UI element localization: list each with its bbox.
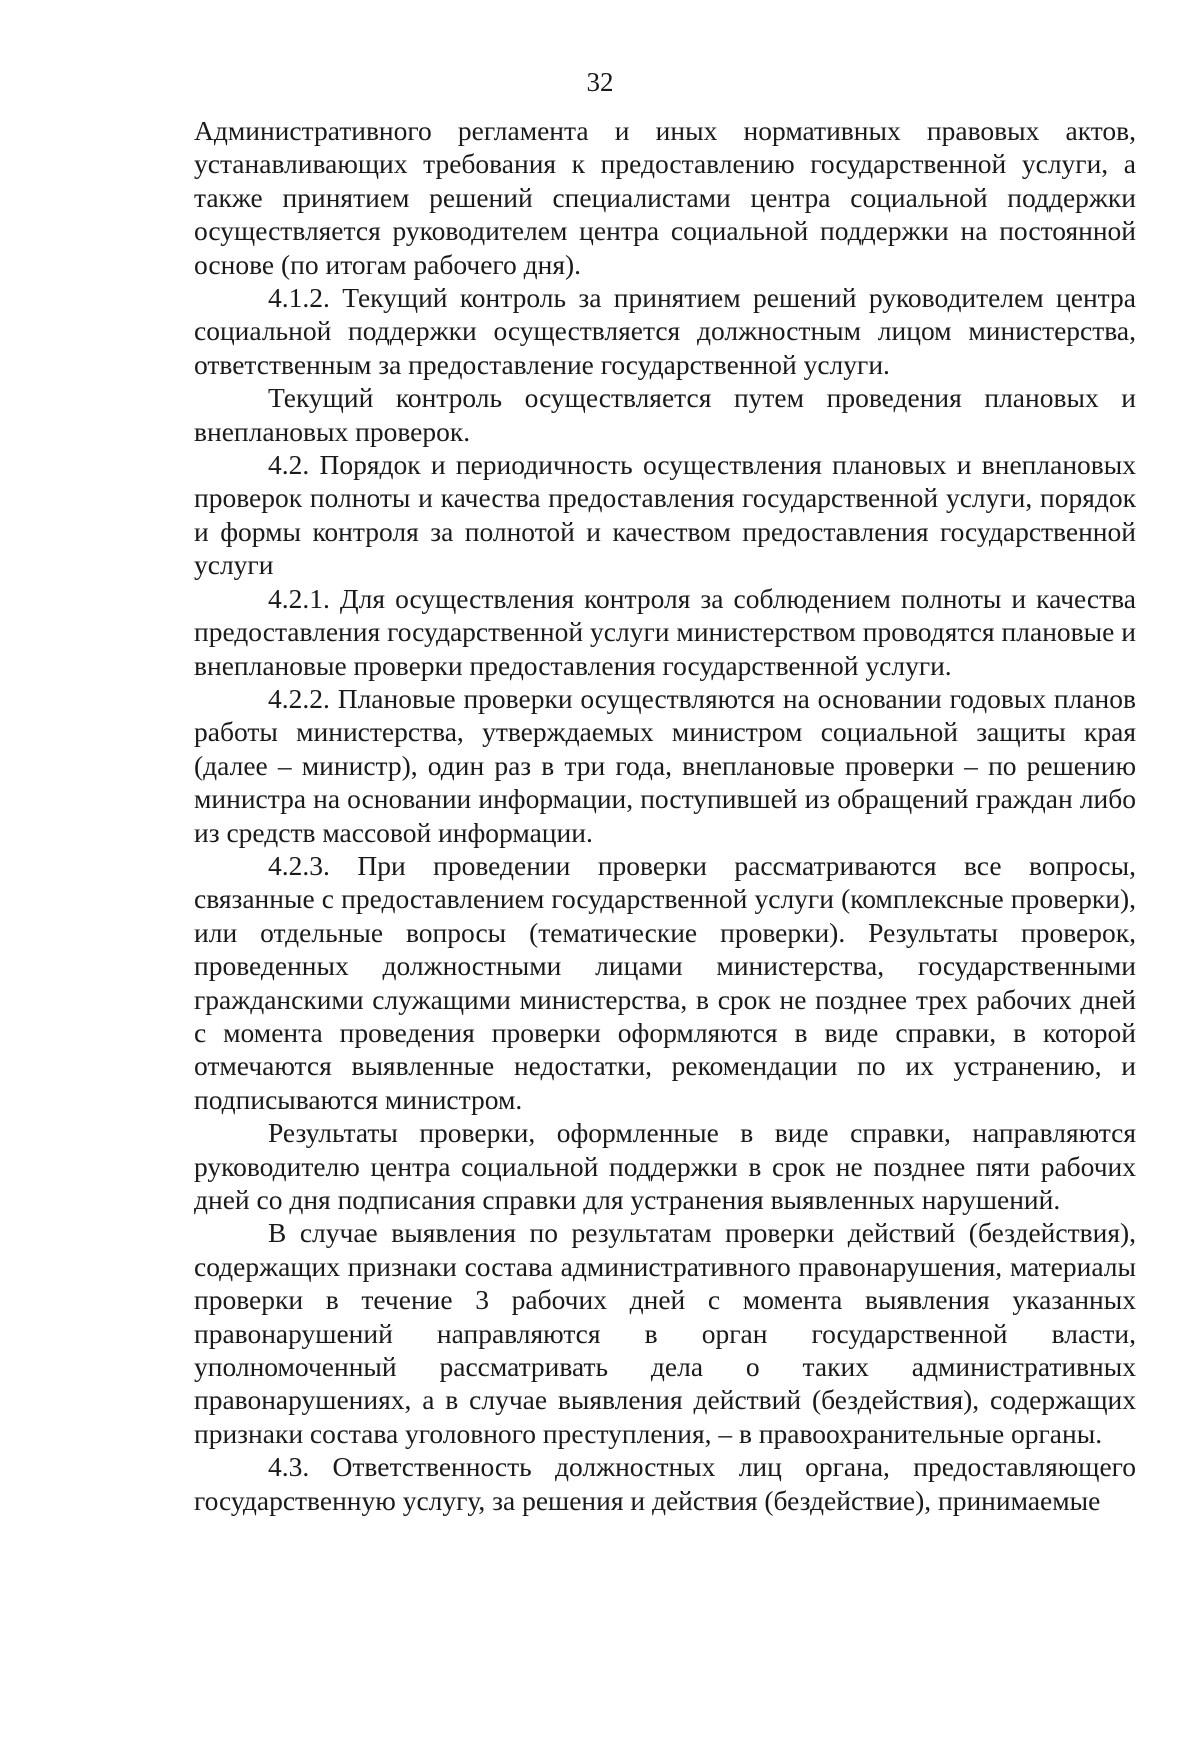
- paragraph-continuation: Административного регламента и иных нормативных правовых актов, устанавливающих требования к предоставлению государственной услуги, а также принятием решений специалистами центра социальной поддержки осуществляется руководителем центра социальной поддержки на постоянной основе (по итогам рабочего дня).: [194, 115, 1136, 280]
- document-body: [194, 114, 1136, 1517]
- paragraph-4-3: 4.3. Ответственность должностных лиц органа, предоставляющего государственную услугу, за решения и действия (бездействие), принимаемые: [194, 1451, 1136, 1516]
- paragraph-4-1-2: 4.1.2. Текущий контроль за принятием решений руководителем центра социальной поддержки осуществляется должностным лицом министерства, ответственным за предоставление государственной услуги.: [194, 282, 1136, 380]
- paragraph-4-2-heading: 4.2. Порядок и периодичность осуществления плановых и внеплановых проверок полноты и качества предоставления государственной услуги, порядок и формы контроля за полнотой и качеством предоставления государственной услуги: [194, 449, 1136, 581]
- paragraph-4-2-1: 4.2.1. Для осуществления контроля за соблюдением полноты и качества предоставления государственной услуги министерством проводятся плановые и внеплановые проверки предоставления государственной услуги.: [194, 582, 1136, 681]
- paragraph-4-2-3: 4.2.3. При проведении проверки рассматриваются все вопросы, связанные с предоставлением государственной услуги (комплексные проверки), или отдельные вопросы (тематические проверки). Результаты проверок, проведенных должностными лицами министерства, государственными гражданскими служащими министерства, в срок не позднее трех рабочих дней с момента проведения проверки оформляются в виде справки, в которой отмечаются выявленные недостатки, рекомендации по их устранению, и подписываются министром.: [194, 849, 1136, 1115]
- paragraph-current-control: Текущий контроль осуществляется путем проведения плановых и внеплановых проверок.: [194, 382, 1136, 447]
- paragraph-violations: В случае выявления по результатам проверки действий (бездействия), содержащих признаки состава административного правонарушения, материалы проверки в течение 3 рабочих дней с момента выявления указанных правонарушений направляются в орган государственной власти, уполномоченный рассматривать дела о таких административных правонарушениях, а в случае выявления действий (бездействия), содержащих признаки состава уголовного преступления, – в правоохранительные органы.: [194, 1217, 1136, 1449]
- paragraph-4-2-2: 4.2.2. Плановые проверки осуществляются на основании годовых планов работы министерства, утверждаемых министром социальной защиты края (далее – министр), один раз в три года, внеплановые проверки – по решению министра на основании информации, поступившей из обращений граждан либо из средств массовой информации.: [194, 682, 1136, 848]
- paragraph-inspection-results: Результаты проверки, оформленные в виде справки, направляются руководителю центра социальной поддержки в срок не позднее пяти рабочих дней со дня подписания справки для устранения выявленных нарушений.: [194, 1117, 1136, 1215]
- page-number: 32: [586, 67, 614, 97]
